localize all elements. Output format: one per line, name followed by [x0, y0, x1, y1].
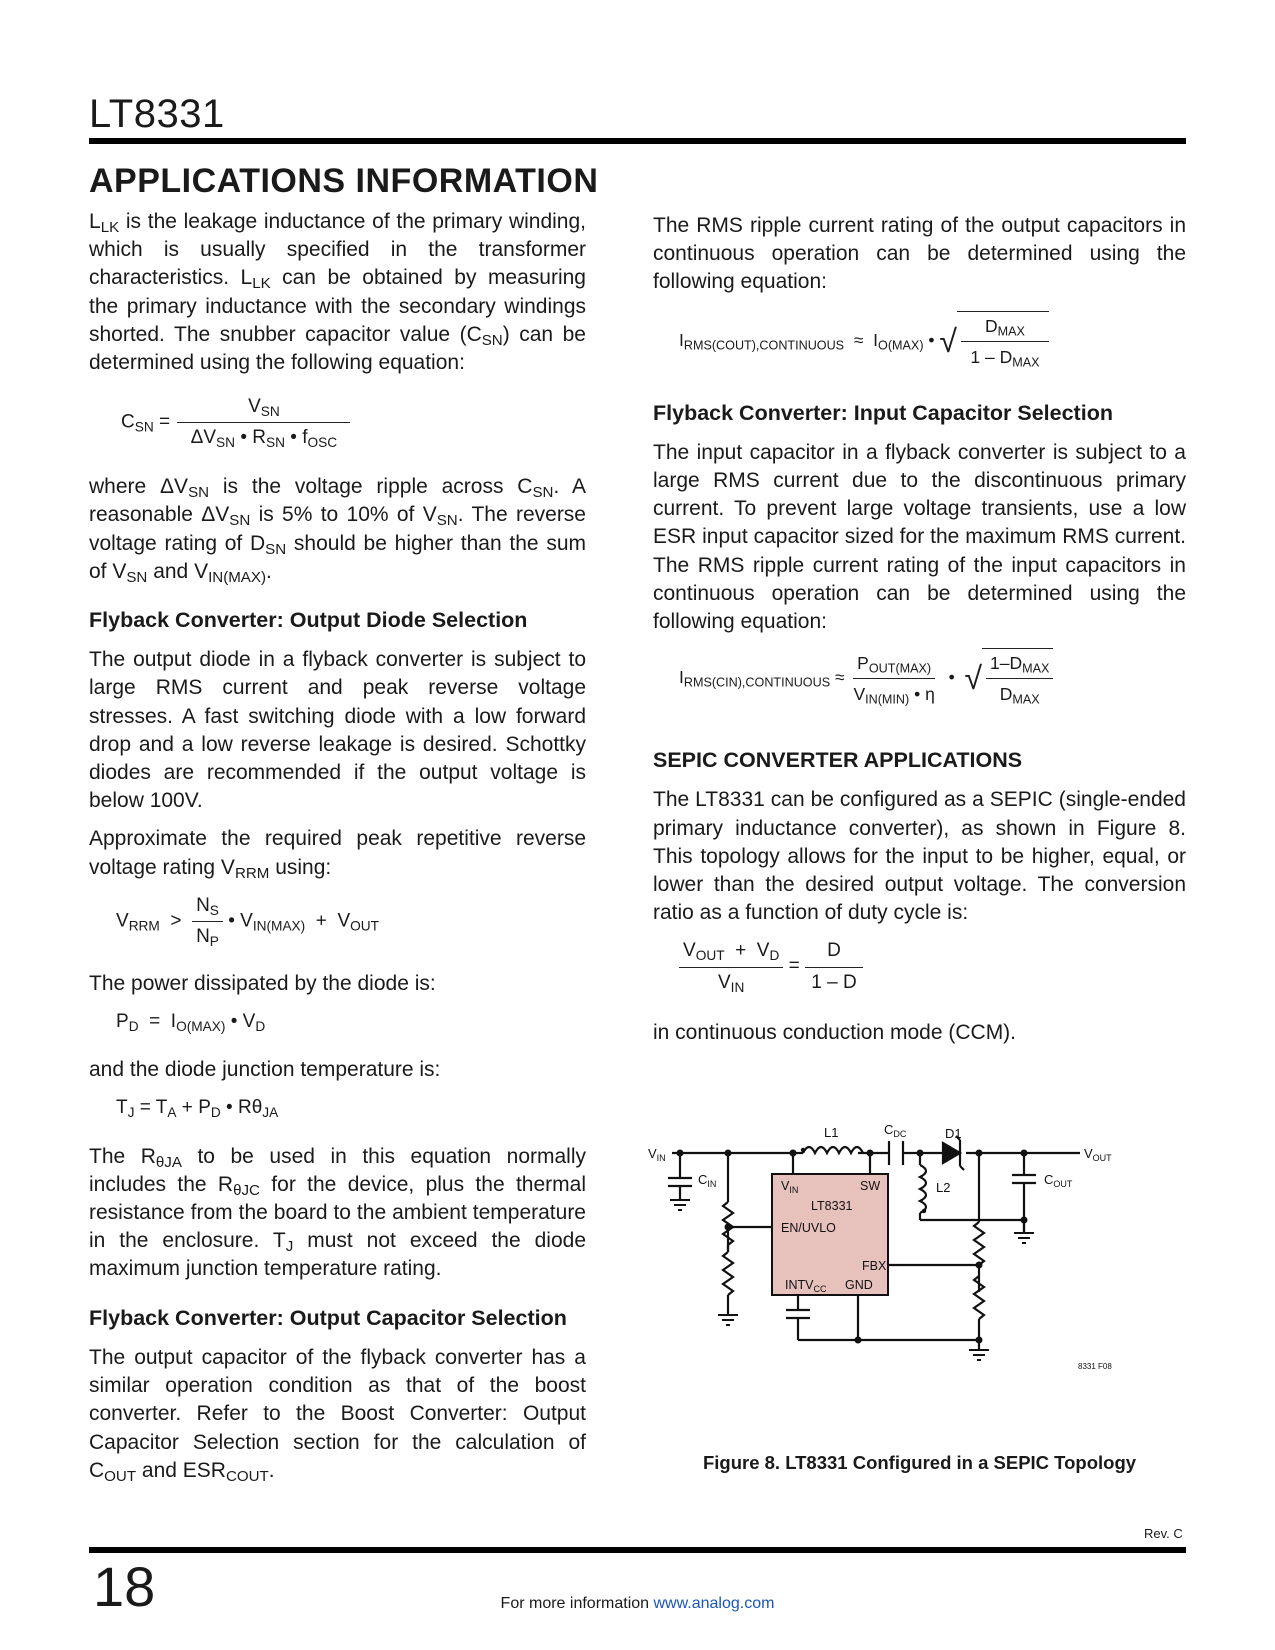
figure-caption: Figure 8. LT8331 Configured in a SEPIC Topology: [702, 1452, 1137, 1473]
paragraph-rtheta: The $R_{\theta JA}$ to be used in this equation normally includes the $R_{\theta JC}$ for the device, plus the thermal resistance from the board to the ambient temperature in the enclosure. $T_J$ must not exceed the diode maximum junction temperature rating.: [89, 1144, 586, 1281]
heading-output-capacitor: Flyback Converter: Output Capacitor Selection: [89, 1305, 567, 1330]
label-cout: $C_{OUT}$: [1044, 1172, 1073, 1189]
equation-tj: $T_J = T_A + P_D$ • $R\theta_{JA}$: [116, 1097, 279, 1121]
left-column: [89, 208, 586, 1485]
heading-sepic: SEPIC CONVERTER APPLICATIONS: [653, 748, 1023, 773]
equation-pd: $P_D = I_{O(MAX)}$ • $V_D$: [116, 1011, 266, 1034]
label-cdc: $C_{DC}$: [884, 1122, 907, 1139]
pin-fbx: FBX: [862, 1259, 887, 1273]
paragraph-power: The power dissipated by the diode is:: [89, 971, 436, 995]
part-number: LT8331: [89, 92, 225, 136]
label-vin: $V_{IN}$: [648, 1146, 666, 1163]
label-d1: D1: [945, 1126, 962, 1141]
paragraph-input-capacitor: The input capacitor in a flyback converter is subject to a large RMS current due to the discontinuous primary current. To prevent large voltage transients, use a low ESR input capacitor sized for the maximum RMS current. The RMS ripple current rating of the input capacitors in continuous operation can be determined using the following equation:: [653, 440, 1186, 634]
paragraph-rms-output: The RMS ripple current rating of the output capacitors in continuous operation can be determined using the following equation:: [653, 214, 1186, 294]
equation-conversion-ratio: $\frac{V_{OUT} + V_D}{V_{IN}}$ = $\frac{D}{1 - D}$: [679, 937, 1186, 1005]
footer-info: For more information www.analog.com: [500, 1595, 775, 1612]
page-number: 18: [93, 1555, 156, 1618]
heading-output-diode: Flyback Converter: Output Diode Selection: [89, 608, 528, 633]
label-vout: $V_{OUT}$: [1084, 1146, 1112, 1163]
heading-input-capacitor: Flyback Converter: Input Capacitor Selection: [653, 400, 1113, 425]
header-rule: [89, 138, 1186, 144]
pin-gnd: GND: [845, 1278, 873, 1292]
analog-link[interactable]: www.analog.com: [653, 1595, 775, 1612]
footer-rule: [89, 1547, 1186, 1553]
equation-irms-cin: $I_{RMS(CIN),CONTINUOUS}$ ≈ $\frac{P_{OUT(MAX)}}{V_{IN(MIN)} • \eta}$ • √ $\frac{1-D_{MAX}}{D_{MAX}}$: [679, 648, 1186, 720]
equation-csn: $C_{SN}$ = $\frac{V_{SN}}{\Delta V_{SN} • R_{SN} • f_{OSC}}$: [121, 393, 586, 461]
paragraph-junction: and the diode junction temperature is:: [89, 1058, 441, 1082]
paragraph-ccm: in continuous conduction mode (CCM).: [653, 1021, 1017, 1045]
pin-intvcc: $INTV_{CC}$: [785, 1278, 827, 1294]
figure-id: 8331 F08: [1078, 1362, 1112, 1371]
paragraph-ripple: where $\Delta V_{SN}$ is the voltage ripple across $C_{SN}$. A reasonable $\Delta V_{SN}$ is 5% to 10% of $V_{SN}$. The reverse voltage rating of $D_{SN}$ should be higher than the sum of $V_{SN}$ and $V_{IN(MAX)}$.: [89, 475, 586, 587]
label-l1: L1: [824, 1125, 839, 1140]
equation-irms-cout: $I_{RMS(COUT),CONTINUOUS} \approx I_{O(MAX)}$ • √ $\frac{D_{MAX}}{1 - D_{MAX}}$: [679, 311, 1186, 381]
paragraph-sepic: The LT8331 can be configured as a SEPIC (single-ended primary inductance converter), as shown in Figure 8. This topology allows for the input to be higher, equal, or lower than the desired output voltage. The conversion ratio as a function of duty cycle is:: [653, 788, 1186, 925]
paragraph-leakage: $L_{LK}$ is the leakage inductance of the primary winding, which is usually specified in the transformer characteristics. $L_{LK}$ can be obtained by measuring the primary inductance with the secondary windings shorted. The snubber capacitor value $(C_{SN})$ can be determined using the following equation:: [89, 210, 586, 375]
section-title: APPLICATIONS INFORMATION: [89, 162, 599, 200]
ic-name: LT8331: [811, 1199, 853, 1213]
sepic-schematic: [648, 1110, 1188, 1445]
paragraph-output-capacitor: The output capacitor of the flyback converter has a similar operation condition as that of the boost converter. Refer to the Boost Converter: Output Capacitor Selection section for the calculation of $C_{OUT}$ and $ESR_{COUT}$.: [89, 1345, 586, 1485]
pin-sw: SW: [860, 1179, 881, 1193]
equation-vrrm: $V_{RRM}$ > $\frac{N_S}{N_P}$ • $V_{IN(MAX)} + V_{OUT}$: [116, 892, 586, 954]
paragraph-vrrm: Approximate the required peak repetitive reverse voltage rating $V_{RRM}$ using:: [89, 827, 586, 882]
revision: Rev. C: [1144, 1526, 1183, 1541]
right-column: [653, 212, 1186, 1048]
pin-en-uvlo: EN/UVLO: [781, 1221, 836, 1235]
paragraph-output-diode: The output diode in a flyback converter is subject to large RMS current and peak reverse voltage stresses. A fast switching diode with a low forward drop and a low reverse leakage is desired. Schottky diodes are recommended if the output voltage is below 100V.: [89, 648, 586, 813]
label-l2: L2: [936, 1180, 951, 1195]
pin-vin: $V_{IN}$: [781, 1179, 799, 1195]
label-cin: $C_{IN}$: [698, 1172, 717, 1189]
